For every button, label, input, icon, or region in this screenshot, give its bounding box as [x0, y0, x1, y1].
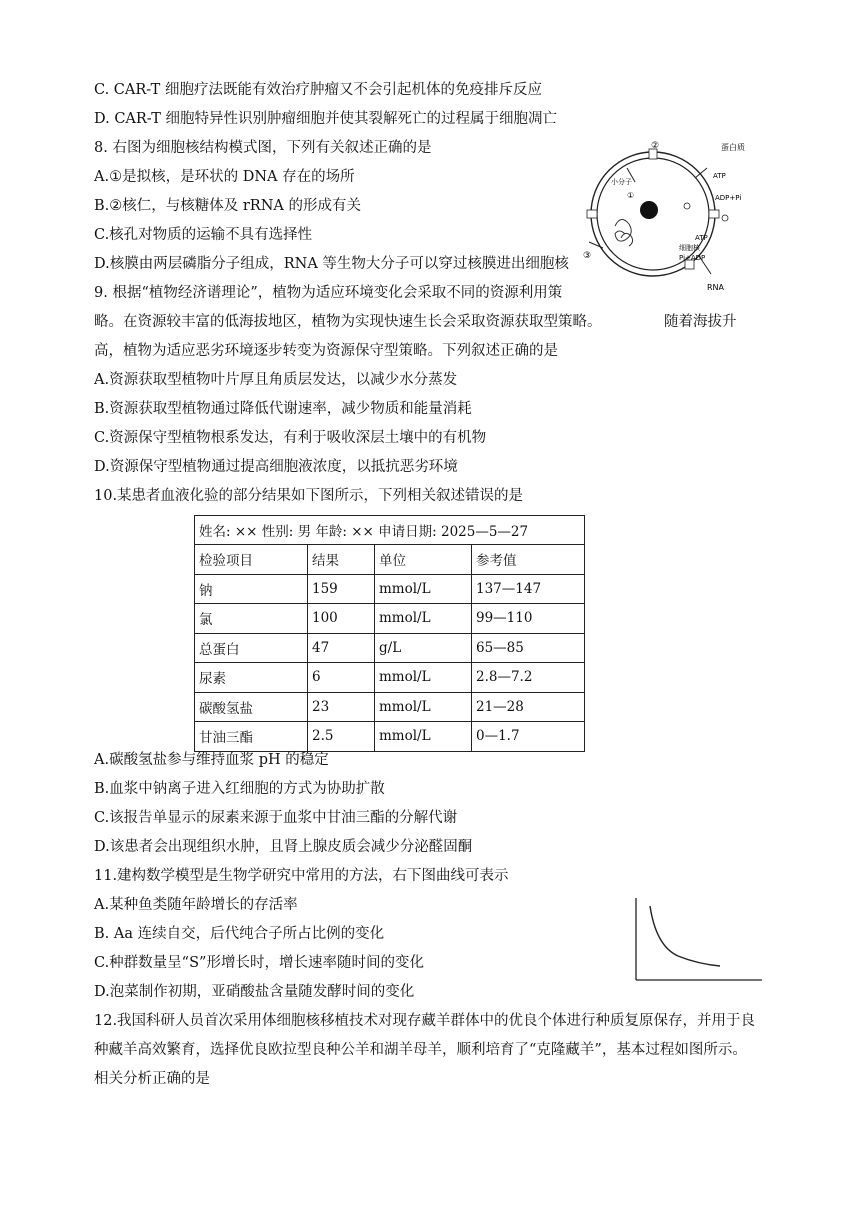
- table-row: [195, 692, 585, 722]
- option-11c: C.种群数量呈“S”形增长时，增长速率随时间的变化: [94, 955, 424, 971]
- label-2: ②: [651, 141, 660, 151]
- question-9-stem-3: 高，植物为适应恶劣环境逐步转变为资源保守型策略。下列叙述正确的是: [94, 343, 558, 359]
- curve-figure: [628, 894, 768, 986]
- table-cell: 总蛋白: [195, 633, 308, 663]
- label-adp: ADP+Pi: [715, 194, 742, 202]
- decreasing-curve: [650, 906, 720, 966]
- label-pi-adp: Pi+ADP: [679, 254, 706, 262]
- table-cell: mmol/L: [375, 574, 472, 604]
- option-7c: C. CAR-T 细胞疗法既能有效治疗肿瘤又不会引起机体的免疫排斥反应: [94, 82, 542, 98]
- question-12-stem-2: 种藏羊高效繁育，选择优良欧拉型良种公羊和湖羊母羊，顺利培育了“克隆藏羊”，基本过程如图所示。: [94, 1042, 747, 1058]
- table-cell: g/L: [375, 633, 472, 663]
- label-small-molecule: 小分子: [611, 178, 632, 186]
- table-cell: mmol/L: [375, 604, 472, 634]
- nucleolus: [640, 201, 658, 219]
- label-atp-2: ATP: [695, 234, 708, 242]
- option-9a: A.资源获取型植物叶片厚且角质层发达，以减少水分蒸发: [94, 372, 458, 388]
- table-cell: 99—110: [472, 604, 585, 634]
- option-8c: C.核孔对物质的运输不具有选择性: [94, 227, 313, 243]
- question-12-stem-1: 12.我国科研人员首次采用体细胞核移植技术对现存藏羊群体中的优良个体进行种质复原保存，并用于良: [94, 1013, 756, 1029]
- table-cell: mmol/L: [375, 663, 472, 693]
- table-row: [195, 663, 585, 693]
- option-9d: D.资源保守型植物通过提高细胞液浓度，以抵抗恶劣环境: [94, 459, 458, 475]
- question-10-stem: 10.某患者血液化验的部分结果如下图所示，下列相关叙述错误的是: [94, 488, 524, 504]
- question-9-stem-2b: 随着海拔升: [664, 314, 737, 330]
- chromatin: [615, 219, 631, 241]
- option-11b: B. Aa 连续自交，后代纯合子所占比例的变化: [94, 926, 385, 942]
- table-cell: 65—85: [472, 633, 585, 663]
- table-cell: 钠: [195, 574, 308, 604]
- option-8b: B.②核仁，与核糖体及 rRNA 的形成有关: [94, 198, 361, 214]
- option-10a: A.碳酸氢盐参与维持血浆 pH 的稳定: [94, 752, 329, 768]
- table-row: [195, 574, 585, 604]
- chromatin: [621, 233, 633, 246]
- arrow: [589, 242, 603, 248]
- lab-report-table: [194, 515, 585, 752]
- nuclear-pore: [709, 210, 719, 218]
- column-header: 检验项目: [195, 545, 308, 575]
- table-header-row: [195, 545, 585, 575]
- option-11a: A.某种鱼类随年龄增长的存活率: [94, 897, 298, 913]
- column-header: 结果: [308, 545, 375, 575]
- table-cell: 2.8—7.2: [472, 663, 585, 693]
- column-header: 单位: [375, 545, 472, 575]
- option-11d: D.泡菜制作初期，亚硝酸盐含量随发酵时间的变化: [94, 984, 415, 1000]
- option-10b: B.血浆中钠离子进入红细胞的方式为协助扩散: [94, 781, 385, 797]
- table-cell: 2.5: [308, 722, 375, 752]
- label-1: ①: [627, 191, 635, 200]
- table-row: [195, 722, 585, 752]
- column-header: 参考值: [472, 545, 585, 575]
- table-cell: 0—1.7: [472, 722, 585, 752]
- nuclear-pore: [587, 210, 597, 218]
- molecule: [684, 203, 690, 209]
- option-8d: D.核膜由两层磷脂分子组成，RNA 等生物大分子可以穿过核膜进出细胞核: [94, 256, 569, 272]
- question-9-stem-2: 略。在资源较丰富的低海拔地区，植物为实现快速生长会采取资源获取型策略。: [94, 314, 602, 330]
- label-nuclear-pore: 细胞核: [679, 244, 700, 252]
- label-atp-1: ATP: [713, 172, 726, 180]
- table-cell: 碳酸氢盐: [195, 692, 308, 722]
- lab-report-header: 姓名: ×× 性别: 男 年龄: ×× 申请日期: 2025—5—27: [195, 516, 585, 545]
- option-10d: D.该患者会出现组织水肿，且肾上腺皮质会减少分泌醛固酮: [94, 839, 473, 855]
- table-cell: 100: [308, 604, 375, 634]
- table-cell: 尿素: [195, 663, 308, 693]
- table-cell: mmol/L: [375, 692, 472, 722]
- option-8a: A.①是拟核，是环状的 DNA 存在的场所: [94, 169, 355, 185]
- molecule: [722, 215, 728, 221]
- table-cell: 21—28: [472, 692, 585, 722]
- table-cell: 137—147: [472, 574, 585, 604]
- question-8-stem: 8. 右图为细胞核结构模式图，下列有关叙述正确的是: [94, 140, 432, 156]
- table-cell: 23: [308, 692, 375, 722]
- option-9c: C.资源保守型植物根系发达，有利于吸收深层土壤中的有机物: [94, 430, 487, 446]
- table-cell: 6: [308, 663, 375, 693]
- option-7d: D. CAR-T 细胞特异性识别肿瘤细胞并使其裂解死亡的过程属于细胞凋亡: [94, 111, 557, 127]
- table-cell: mmol/L: [375, 722, 472, 752]
- table-cell: 47: [308, 633, 375, 663]
- table-cell: 甘油三酯: [195, 722, 308, 752]
- table-cell: 氯: [195, 604, 308, 634]
- table-row: [195, 633, 585, 663]
- nucleus-structure-figure: [575, 138, 755, 298]
- table-row: [195, 604, 585, 634]
- table-cell: 159: [308, 574, 375, 604]
- label-rna: RNA: [707, 283, 725, 292]
- option-9b: B.资源获取型植物通过降低代谢速率，减少物质和能量消耗: [94, 401, 472, 417]
- question-11-stem: 11.建构数学模型是生物学研究中常用的方法，右下图曲线可表示: [94, 868, 509, 884]
- option-10c: C.该报告单显示的尿素来源于血浆中甘油三酯的分解代谢: [94, 810, 458, 826]
- label-protein: 蛋白质: [721, 143, 745, 152]
- label-3: ③: [583, 251, 592, 261]
- question-9-stem-1: 9. 根据“植物经济谱理论”，植物为适应环境变化会采取不同的资源利用策: [94, 285, 563, 301]
- question-12-stem-3: 相关分析正确的是: [94, 1071, 210, 1087]
